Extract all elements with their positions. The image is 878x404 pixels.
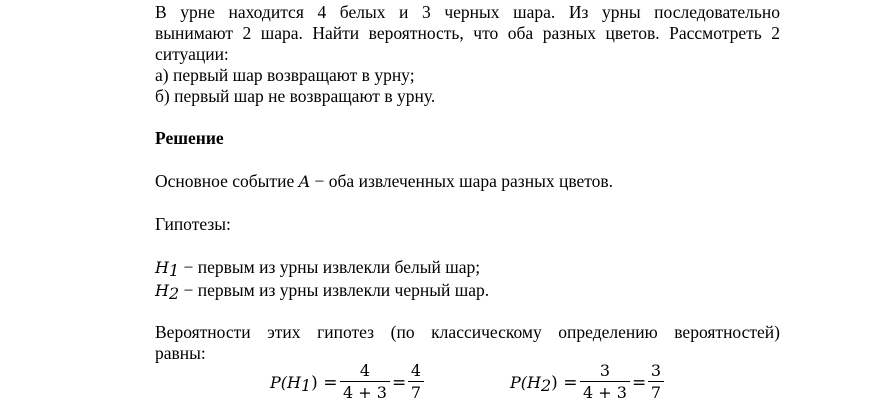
- formula-lhs-suffix: ) =: [551, 373, 578, 393]
- formula-lhs-index: 1: [300, 376, 312, 395]
- formula-lhs-suffix: ) =: [311, 373, 338, 393]
- solution-heading: Решение: [155, 128, 224, 148]
- numerator: 4: [410, 361, 422, 380]
- hypothesis-symbol: H: [155, 258, 169, 277]
- probabilities-intro-line-2: равны:: [155, 343, 206, 363]
- denominator: 4 + 3: [583, 383, 627, 402]
- denominator: 4 + 3: [343, 383, 387, 402]
- hypothesis-text: − первым из урны извлекли белый шар;: [179, 257, 481, 277]
- case-b: б) первый шар не возвращают в урну.: [155, 86, 436, 106]
- numerator: 3: [599, 361, 611, 380]
- fraction-2: [408, 361, 424, 402]
- hypothesis-index: 1: [168, 261, 180, 280]
- formula-lhs: [510, 373, 577, 393]
- hypothesis-symbol: H: [155, 281, 169, 300]
- hypothesis-text: − первым из урны извлекли черный шар.: [179, 280, 490, 300]
- fraction-1: [580, 361, 630, 402]
- fraction-2: [648, 361, 664, 402]
- hypothesis-1: [155, 257, 480, 278]
- denominator: 7: [410, 383, 422, 402]
- event-text: оба извлеченных шара разных цветов.: [328, 171, 614, 191]
- case-a: а) первый шар возвращают в урну;: [155, 65, 415, 85]
- event-definition: [155, 171, 613, 192]
- probabilities-intro-line-1: Вероятности этих гипотез (по классическому определению вероятностей): [155, 322, 780, 342]
- hypothesis-2: [155, 280, 489, 301]
- numerator: 3: [650, 361, 662, 380]
- problem-line-3: ситуации:: [155, 44, 229, 64]
- event-symbol: A: [298, 172, 311, 191]
- formula-lhs-prefix: P(H: [270, 373, 301, 392]
- problem-line-1: В урне находится 4 белых и 3 черных шара. Из урны последовательно: [155, 2, 780, 22]
- equals-sign: =: [632, 373, 647, 393]
- formula-lhs-index: 2: [540, 376, 552, 395]
- problem-line-2: вынимают 2 шара. Найти вероятность, что оба разных цветов. Рассмотреть 2: [155, 23, 780, 43]
- formula-lhs-prefix: P(H: [510, 373, 541, 392]
- numerator: 4: [359, 361, 371, 380]
- event-dash: −: [310, 171, 329, 191]
- fraction-1: [340, 361, 390, 402]
- hypothesis-index: 2: [168, 284, 180, 303]
- hypotheses-heading: Гипотезы:: [155, 214, 231, 234]
- equals-sign: =: [392, 373, 407, 393]
- event-prefix: Основное событие: [155, 171, 299, 191]
- denominator: 7: [650, 383, 662, 402]
- formula-lhs: [270, 373, 337, 393]
